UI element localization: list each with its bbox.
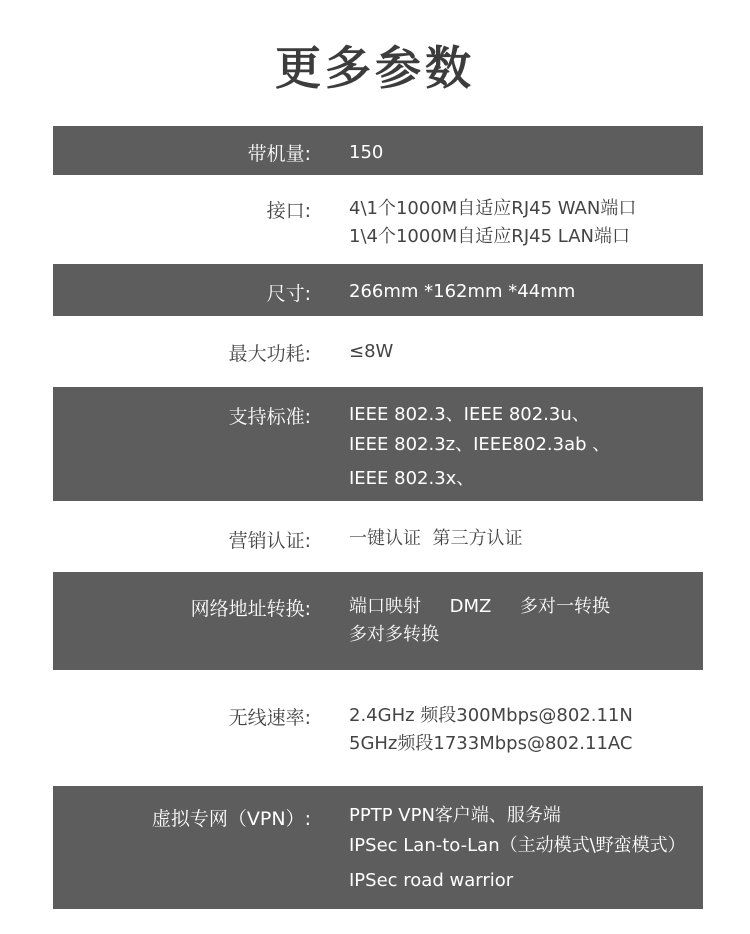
spec-label: 最大功耗: [228, 343, 311, 365]
spec-label: 无线速率: [228, 707, 311, 729]
spec-value-line: 1\4个1000M自适应RJ45 LAN端口 [349, 226, 630, 247]
spec-label: 支持标准: [228, 406, 311, 428]
spec-value [349, 195, 636, 251]
spec-value-line: 2.4GHz 频段300Mbps@802.11N [349, 705, 633, 726]
spec-value [349, 401, 610, 493]
spec-label: 带机量: [247, 143, 311, 165]
spec-row-nat [53, 572, 703, 670]
spec-value-line: IPSec Lan-to-Lan（主动模式\野蛮模式） [349, 835, 686, 856]
spec-row-marketing-auth [53, 501, 703, 572]
spec-value [349, 338, 393, 366]
page-title: 更多参数 [275, 41, 475, 95]
spec-value [349, 278, 575, 306]
spec-value-line: 一键认证 第三方认证 [349, 528, 523, 549]
spec-row-ports [53, 175, 703, 264]
spec-value [349, 802, 686, 895]
spec-value-line: 5GHz频段1733Mbps@802.11AC [349, 733, 633, 754]
spec-value [349, 593, 610, 649]
spec-value-line: 266mm *162mm *44mm [349, 281, 576, 302]
spec-value-line: ≤8W [349, 341, 394, 362]
spec-value-line: IPSec road warrior [349, 870, 514, 891]
spec-label: 尺寸: [266, 283, 311, 305]
spec-row-power [53, 316, 703, 387]
spec-value-line: 4\1个1000M自适应RJ45 WAN端口 [349, 198, 637, 219]
spec-label: 营销认证: [228, 530, 311, 552]
spec-value-line: 150 [349, 142, 384, 163]
spec-value [349, 702, 633, 758]
spec-row-dimensions [53, 264, 703, 316]
spec-value [349, 139, 383, 167]
spec-value [349, 525, 522, 553]
spec-row-vpn [53, 786, 703, 909]
spec-row-capacity [53, 126, 703, 175]
spec-value-line: IEEE 802.3x、 [349, 468, 475, 489]
spec-value-line: 多对多转换 [349, 624, 439, 645]
spec-label: 虚拟专网（VPN）: [151, 808, 311, 830]
spec-value-line: 端口映射 DMZ 多对一转换 [349, 596, 610, 617]
spec-row-wireless-rate [53, 670, 703, 786]
spec-value-line: PPTP VPN客户端、服务端 [349, 805, 561, 826]
spec-row-standards [53, 387, 703, 501]
spec-value-line: IEEE 802.3z、IEEE802.3ab 、 [349, 434, 611, 455]
spec-label: 网络地址转换: [190, 598, 311, 620]
spec-value-line: IEEE 802.3、IEEE 802.3u、 [349, 404, 590, 425]
spec-label: 接口: [266, 200, 311, 222]
